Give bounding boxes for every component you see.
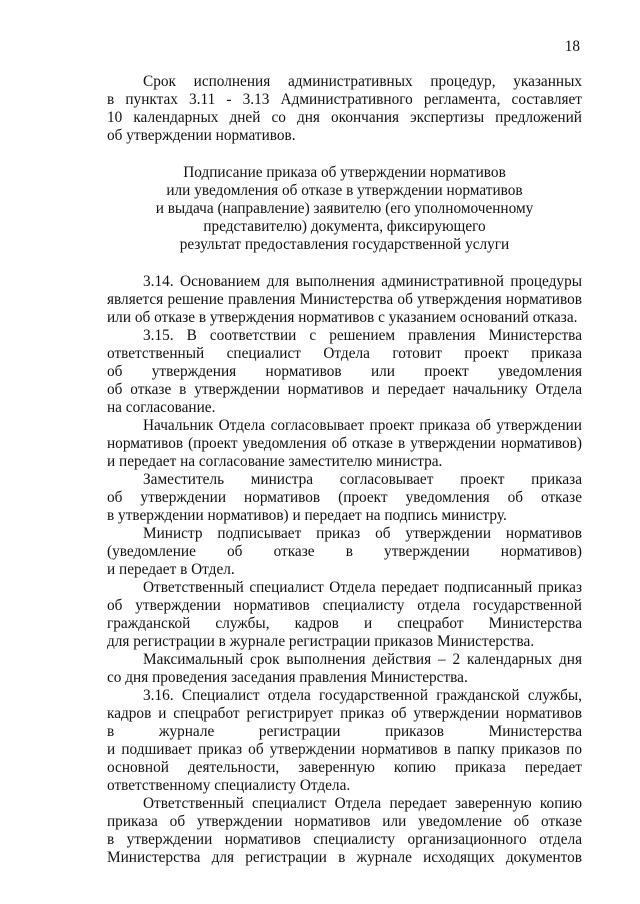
paragraph-line: 3.14. Основанием для выполнения административной процедуры [143, 273, 582, 290]
paragraph-line: и подшивает приказ об утверждении нормативов в папку приказов по [107, 741, 582, 758]
paragraph-line: Максимальный срок выполнения действия – 2 календарных дня [143, 651, 582, 668]
paragraph-line: 3.15. В соответствии с решением правления Министерства [143, 327, 582, 344]
paragraph-line: об утверждении нормативов специалисту отдела государственной [107, 597, 582, 614]
paragraph-line: для регистрации в журнале регистрации приказов Министерства. [107, 633, 535, 650]
paragraph-line: и передает в Отдел. [107, 561, 235, 578]
paragraph-line: ответственному специалисту Отдела. [107, 777, 351, 794]
paragraph-line: и передает на согласование заместителю министра. [107, 453, 443, 470]
paragraph-line: в утверждении нормативов специалисту организационного отдела [107, 831, 582, 848]
paragraph-line: Ответственный специалист Отдела передает заверенную копию [143, 795, 582, 812]
paragraph-line: кадров и спецработ регистрирует приказ об утверждении нормативов [107, 705, 582, 722]
paragraph-line: на согласование. [107, 399, 216, 416]
paragraph-line: в журнале регистрации приказов Министерства [107, 723, 582, 740]
page-number: 18 [564, 38, 580, 55]
paragraph-line: основной деятельности, заверенную копию приказа передает [107, 759, 582, 776]
section-heading-line: или уведомления об отказе в утверждении нормативов [166, 182, 523, 199]
paragraph-line: в пунктах 3.11 - 3.13 Административного регламента, составляет [107, 91, 582, 108]
paragraph-line: об утверждении нормативов. [107, 127, 296, 144]
paragraph-line: 3.16. Специалист отдела государственной гражданской службы, [143, 687, 582, 704]
paragraph-line: гражданской службы, кадров и спецработ Министерства [107, 615, 582, 632]
section-heading-line: Подписание приказа об утверждении нормативов [183, 164, 506, 181]
paragraph-line: об отказе в утверждении нормативов и передает начальнику Отдела [107, 381, 582, 398]
section-heading-line: и выдача (направление) заявителю (его уполномоченному [155, 200, 534, 217]
paragraph-line: об утверждения нормативов или проект уведомления [107, 363, 582, 380]
paragraph-line: Срок исполнения административных процедур, указанных [143, 73, 582, 90]
paragraph-line: или об отказе в утверждения нормативов с указанием оснований отказа. [107, 309, 578, 326]
section-heading-line: представителю) документа, фиксирующего [203, 218, 486, 235]
paragraph-line: Заместитель министра согласовывает проект приказа [143, 471, 582, 488]
section-heading-line: результат предоставления государственной услуги [179, 236, 510, 253]
paragraph-line: ответственный специалист Отдела готовит проект приказа [107, 345, 582, 362]
paragraph-line: об утверждении нормативов (проект уведомления об отказе [107, 489, 582, 506]
paragraph-line: приказа об утверждении нормативов или уведомление об отказе [107, 813, 582, 830]
paragraph-line: Начальник Отдела согласовывает проект приказа об утверждении [143, 417, 582, 434]
paragraph-line: Министерства для регистрации в журнале исходящих документов [107, 849, 582, 866]
paragraph-line: является решение правления Министерства об утверждения нормативов [107, 291, 582, 308]
paragraph-line: (уведомление об отказе в утверждении нормативов) [107, 543, 582, 560]
paragraph-line: в утверждении нормативов) и передает на подпись министру. [107, 507, 507, 524]
paragraph-line: Министр подписывает приказ об утверждении нормативов [143, 525, 582, 542]
paragraph-line: 10 календарных дней со дня окончания экспертизы предложений [107, 109, 582, 126]
paragraph-line: нормативов (проект уведомления об отказе в утверждении нормативов) [107, 435, 582, 452]
paragraph-line: со дня проведения заседания правления Министерства. [107, 669, 468, 686]
paragraph-line: Ответственный специалист Отдела передает подписанный приказ [143, 579, 582, 596]
